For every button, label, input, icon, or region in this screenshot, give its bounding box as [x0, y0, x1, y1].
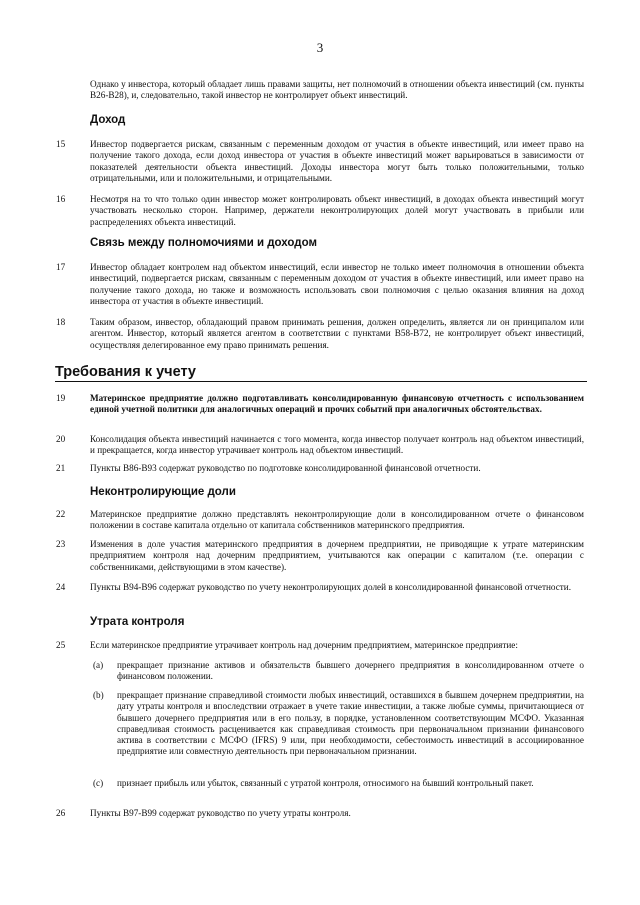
list-item-b: прекращает признание справедливой стоимости любых инвестиций, оставшихся в бывшем дочернем предприятии, на дату утраты контроля и впоследствии отражает в учете такие инвестиции, а также любые суммы, причитающиеся от бывшего дочернего предприятия или в его пользу, в порядке, установленном соответствующим МСФО. Указанная справедливая стоимость расценивается как справедливая стоимость при первоначальном признании финансового актива в соответствии с МСФО (IFRS) 9 или, при необходимости, себестоимость инвестиций в ассоциированное предприятие или совместную деятельность при первоначальном признании.: [117, 690, 584, 757]
paragraph-number: 23: [56, 539, 66, 549]
list-item-c: признает прибыль или убыток, связанный с утратой контроля, относимого на бывший контрольный пакет.: [117, 778, 534, 788]
paragraph-number: 15: [56, 139, 66, 149]
intro-paragraph: Однако у инвестора, который обладает лишь правами защиты, нет полномочий в отношении объекта инвестиций (см. пункты В26-В28), и, следовательно, такой инвестор не контролирует объект инвестиций.: [90, 79, 584, 101]
paragraph-number: 17: [56, 262, 66, 272]
paragraph-21: Пункты В86-В93 содержат руководство по подготовке консолидированной финансовой отчетности.: [90, 463, 481, 473]
paragraph-26: Пункты В97-В99 содержат руководство по учету утраты контроля.: [90, 808, 351, 818]
list-item-letter: (a): [93, 660, 104, 670]
paragraph-number: 19: [56, 393, 66, 403]
page-number: 3: [316, 40, 324, 55]
paragraph-18: Таким образом, инвестор, обладающий правом принимать решения, должен определить, является ли он принципалом или агентом. Инвестор, который является агентом в соответствии с пунктами В58-В72, не контролирует объект инвестиций, осуществляя делегированное ему право принимать решения.: [90, 317, 584, 350]
paragraph-19: Материнское предприятие должно подготавливать консолидированную финансовую отчетность с использованием единой учетной политики для аналогичных операций и прочих событий при аналогичных обстоятельствах.: [90, 393, 584, 415]
paragraph-16: Несмотря на то что только один инвестор может контролировать объект инвестиций, в доходах объекта инвестиций могут участвовать несколько сторон. Например, держатели неконтролирующих долей могут участвовать в прибыли или распределениях объекта инвестиций.: [90, 194, 584, 227]
list-item-letter: (b): [93, 690, 104, 700]
paragraph-number: 18: [56, 317, 66, 327]
heading-nci: Неконтролирующие доли: [90, 486, 236, 498]
paragraph-17: Инвестор обладает контролем над объектом инвестиций, если инвестор не только имеет полномочия в отношении объекта инвестиций, подвергается рискам, связанным с переменным доходом от участия в объекте инвестиций, или имеет право на получение такого дохода, но также и возможность использовать свои полномочия с целью оказания влияния на доход инвестора от участия в объекте инвестиций.: [90, 262, 584, 306]
paragraph-22: Материнское предприятие должно представлять неконтролирующие доли в консолидированном отчете о финансовом положении в составе капитала отдельно от капитала собственников материнского предприятия.: [90, 509, 584, 531]
paragraph-24: Пункты В94-В96 содержат руководство по учету неконтролирующих долей в консолидированной финансовой отчетности.: [90, 582, 572, 592]
paragraph-number: 26: [56, 808, 66, 818]
paragraph-number: 25: [56, 640, 66, 650]
heading-loss-of-control: Утрата контроля: [90, 616, 185, 628]
paragraph-number: 22: [56, 509, 66, 519]
paragraph-number: 20: [56, 434, 66, 444]
paragraph-23: Изменения в доле участия материнского предприятия в дочернем предприятии, не приводящие к утрате материнским предприятием контроля над дочерним предприятием, учитываются как операции с капиталом (т.е. операции с собственниками, действующими в этом качестве).: [90, 539, 584, 572]
heading-income: Доход: [90, 114, 126, 126]
heading-link: Связь между полномочиями и доходом: [90, 237, 317, 249]
list-item-a: прекращает признание активов и обязательств бывшего дочернего предприятия в консолидированном отчете о финансовом положении.: [117, 660, 584, 682]
paragraph-number: 21: [56, 463, 66, 473]
paragraph-number: 16: [56, 194, 66, 204]
paragraph-20: Консолидация объекта инвестиций начинается с того момента, когда инвестор получает контроль над объектом инвестиций, и прекращается, когда инвестор утрачивает контроль над объектом инвестиций.: [90, 434, 584, 456]
paragraph-number: 24: [56, 582, 66, 592]
paragraph-15: Инвестор подвергается рискам, связанным с переменным доходом от участия в объекте инвестиций, или имеет право на получение такого дохода, если доход инвестора от участия в объекте инвестиций может варьироваться в зависимости от показателей деятельности объекта инвестиций. Доходы инвестора могут быть только положительными, только отрицательными, или и положительными, и отрицательными.: [90, 139, 584, 183]
paragraph-25: Если материнское предприятие утрачивает контроль над дочерним предприятием, материнское предприятие:: [90, 640, 518, 650]
heading-accounting: Требования к учету: [55, 364, 587, 382]
list-item-letter: (c): [93, 778, 104, 788]
